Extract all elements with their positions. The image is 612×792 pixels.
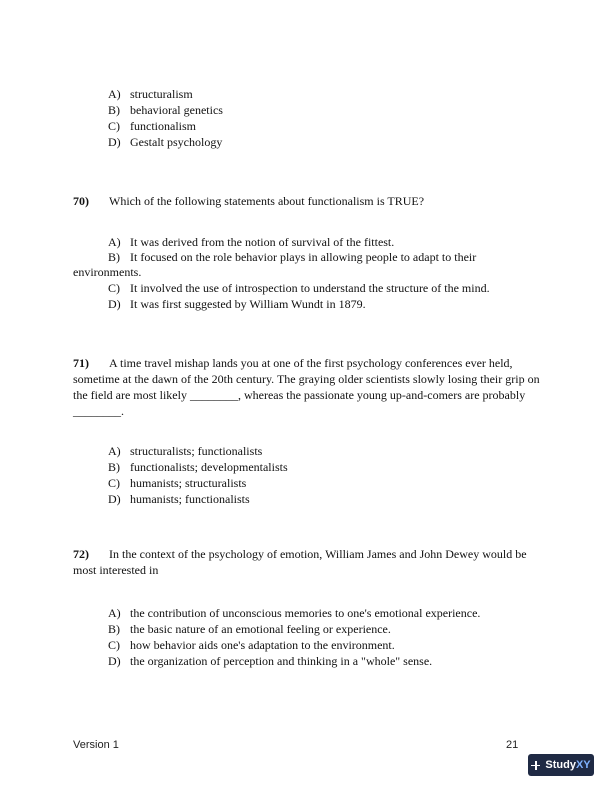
q72-option-a: A) the contribution of unconscious memories to one's emotional experience. — [108, 606, 481, 620]
q72-option-d: D) the organization of perception and thinking in a "whole" sense. — [108, 654, 433, 668]
prev-option-d: D) Gestalt psychology — [108, 135, 223, 149]
brand-accent: XY — [575, 759, 591, 771]
prev-option-c: C) functionalism — [108, 119, 196, 133]
q70-option-c: C) It involved the use of introspection to understand the structure of the mind. — [108, 281, 490, 295]
version-label: Version 1 — [73, 739, 119, 751]
q72-option-b: B) the basic nature of an emotional feeling or experience. — [108, 622, 391, 636]
question-70: 70) Which of the following statements about functionalism is TRUE? — [73, 194, 425, 208]
q70-option-d: D) It was first suggested by William Wundt in 1879. — [108, 297, 366, 311]
q70-option-a: A) It was derived from the notion of survival of the fittest. — [108, 235, 395, 249]
plus-icon — [531, 761, 540, 770]
q70-option-b: B) It focused on the role behavior plays in allowing people to adapt to their — [108, 250, 477, 264]
q71-option-b: B) functionalists; developmentalists — [108, 460, 288, 474]
q70-option-b-continued: environments. — [73, 265, 142, 279]
prev-option-b: B) behavioral genetics — [108, 103, 223, 117]
prev-option-a: A) structuralism — [108, 87, 193, 101]
q71-option-c: C) humanists; structuralists — [108, 476, 247, 490]
q71-option-d: D) humanists; functionalists — [108, 492, 250, 506]
question-72: 72) In the context of the psychology of emotion, William James and John Dewey would be most interested in — [73, 547, 527, 577]
page-number: 21 — [506, 739, 519, 751]
q72-option-c: C) how behavior aids one's adaptation to the environment. — [108, 638, 395, 652]
brand-main: Study — [545, 759, 576, 771]
question-71: 71) A time travel mishap lands you at one of the first psychology conferences ever held, sometime at the dawn of the 20th century. The graying older scientists slowly losing their grip on the field are most likely ________, whereas the passionate young up-and-comers are probably ________. — [73, 356, 540, 418]
studyxy-logo — [528, 754, 594, 776]
q71-option-a: A) structuralists; functionalists — [108, 444, 263, 458]
